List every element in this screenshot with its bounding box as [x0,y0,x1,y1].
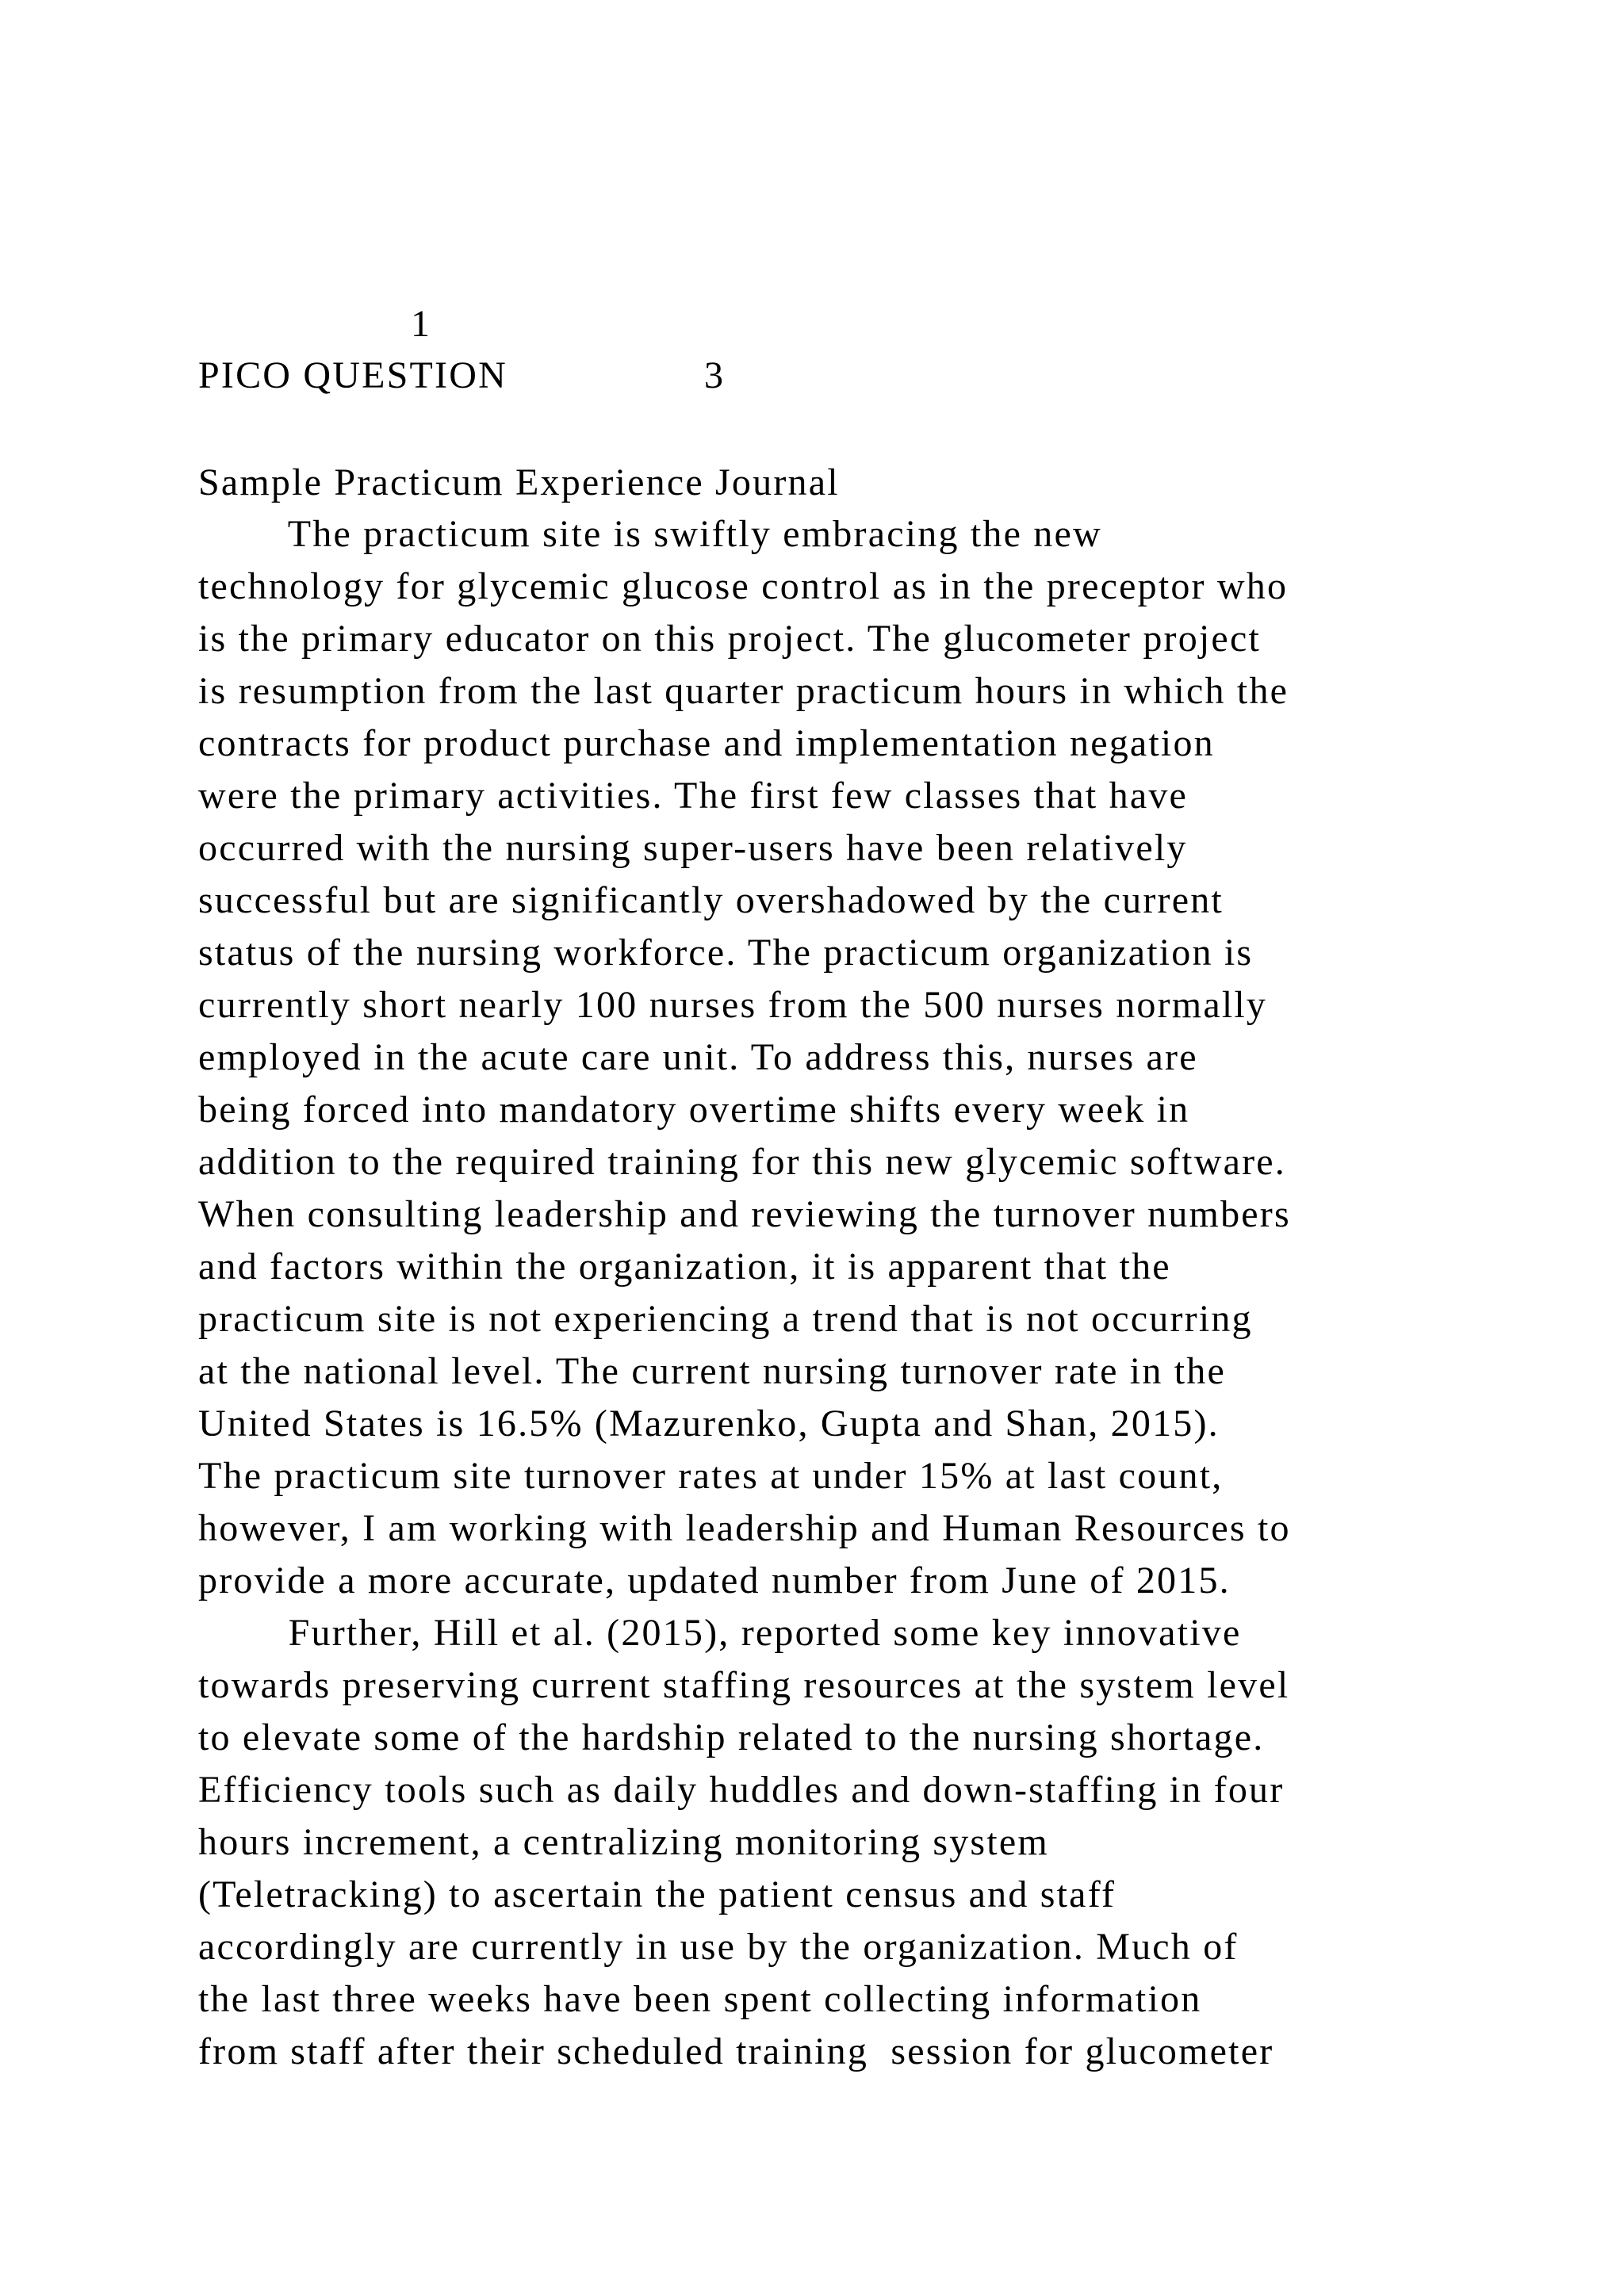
body-line: Further, Hill et al. (2015), reported some key innovative [198,1612,1242,1654]
body-line: Efficiency tools such as daily huddles and down-staffing in four [198,1769,1285,1811]
body-line: When consulting leadership and reviewing the turnover numbers [198,1193,1291,1235]
body-line: is the primary educator on this project. The glucometer project [198,618,1261,660]
body-line: practicum site is not experiencing a trend that is not occurring [198,1298,1253,1340]
body-line: technology for glycemic glucose control as in the preceptor who [198,565,1289,607]
body-line: The practicum site is swiftly embracing the new [198,513,1102,555]
running-head-page-number: 3 [704,354,726,396]
body-line: occurred with the nursing super-users have been relatively [198,827,1188,869]
body-line: employed in the acute care unit. To address this, nurses are [198,1036,1198,1078]
body-line: provide a more accurate, updated number from June of 2015. [198,1559,1231,1601]
body-line: The practicum site turnover rates at under 15% at last count, [198,1455,1224,1497]
body-line: were the primary activities. The first few classes that have [198,775,1189,817]
body-line: towards preserving current staffing resources at the system level [198,1664,1290,1706]
body-line: hours increment, a centralizing monitoring system [198,1821,1049,1863]
body-line: contracts for product purchase and implementation negation [198,722,1215,764]
body-line: addition to the required training for this new glycemic software. [198,1141,1286,1183]
page-number: 1 [411,303,432,345]
body-line: the last three weeks have been spent collecting information [198,1978,1202,2020]
body-line: to elevate some of the hardship related to the nursing shortage. [198,1716,1265,1758]
body-line: at the national level. The current nursing turnover rate in the [198,1350,1226,1392]
body-line: (Teletracking) to ascertain the patient census and staff [198,1873,1116,1915]
body-line: status of the nursing workforce. The practicum organization is [198,932,1254,974]
running-head: PICO QUESTION [198,354,508,396]
body-line: from staff after their scheduled training session for glucometer [198,2030,1274,2072]
body-line: however, I am working with leadership and Human Resources to [198,1507,1291,1549]
body-line: is resumption from the last quarter practicum hours in which the [198,670,1289,712]
body-line: and factors within the organization, it is apparent that the [198,1246,1171,1288]
document-title: Sample Practicum Experience Journal [198,461,840,503]
body-line: accordingly are currently in use by the organization. Much of [198,1926,1239,1968]
body-line: United States is 16.5% (Mazurenko, Gupta and Shan, 2015). [198,1402,1220,1445]
body-line: currently short nearly 100 nurses from the 500 nurses normally [198,984,1268,1026]
body-line: being forced into mandatory overtime shifts every week in [198,1089,1190,1131]
body-line: successful but are significantly overshadowed by the current [198,879,1224,921]
